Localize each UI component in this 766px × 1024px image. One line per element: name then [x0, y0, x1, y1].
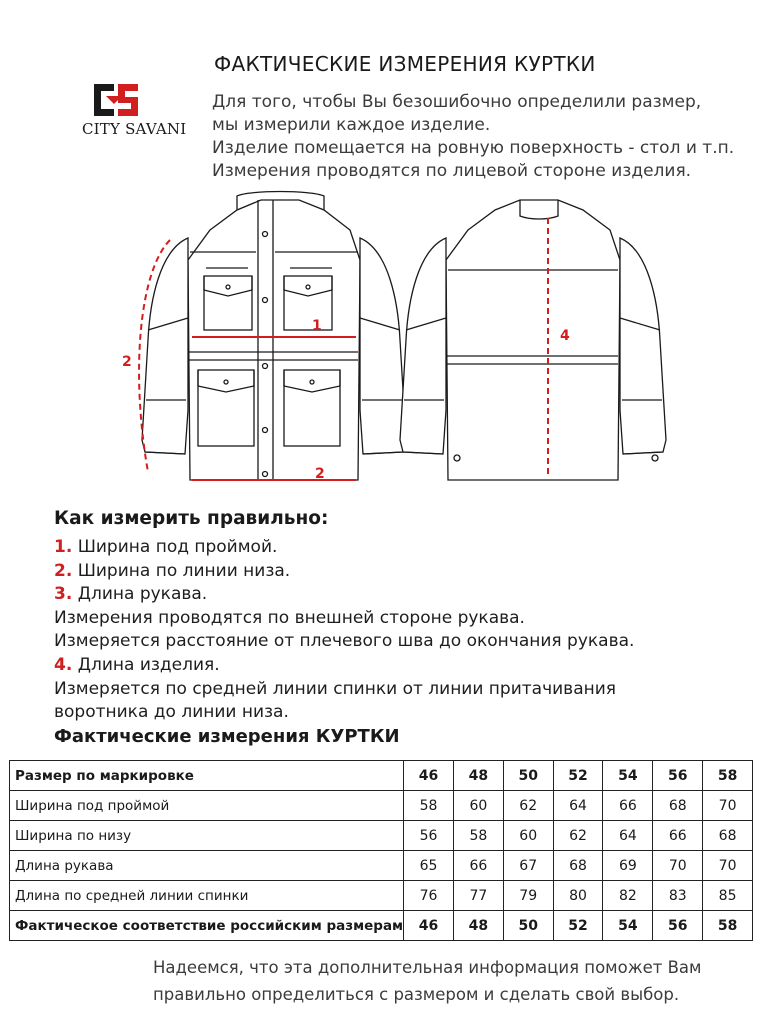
table-cell: 46: [404, 761, 454, 791]
brand-logo: [82, 82, 188, 138]
howto-text: воротника до линии низа.: [54, 702, 289, 723]
intro-line: мы измерили каждое изделие.: [212, 115, 491, 135]
table-row: [10, 851, 753, 881]
jacket-diagram: [100, 190, 700, 500]
intro-line: Изделие помещается на ровную поверхность - стол и т.п.: [212, 138, 735, 158]
table-cell: 68: [703, 821, 753, 851]
table-cell: 62: [553, 821, 603, 851]
table-cell: 58: [703, 911, 753, 941]
row-label: Размер по маркировке: [10, 761, 404, 791]
table-cell: 60: [503, 821, 553, 851]
howto-text: Длина рукава.: [72, 584, 208, 605]
table-row: [10, 791, 753, 821]
table-cell: 64: [553, 791, 603, 821]
howto-text: Измеряется по средней линии спинки от линии притачивания: [54, 678, 616, 699]
table-cell: 68: [553, 851, 603, 881]
table-cell: 85: [703, 881, 753, 911]
page-title: ФАКТИЧЕСКИЕ ИЗМЕРЕНИЯ КУРТКИ: [214, 52, 596, 76]
table-cell: 52: [553, 761, 603, 791]
footer-line: Надеемся, что эта дополнительная информация поможет Вам: [153, 958, 702, 977]
howto-list: [54, 536, 634, 725]
table-cell: 54: [603, 911, 653, 941]
row-label: Фактическое соответствие российским размерам: [10, 911, 404, 941]
table-cell: 56: [653, 911, 703, 941]
table-cell: 65: [404, 851, 454, 881]
table-cell: 76: [404, 881, 454, 911]
howto-text: Длина изделия.: [72, 654, 220, 675]
table-cell: 64: [603, 821, 653, 851]
table-cell: 60: [453, 791, 503, 821]
howto-item: [54, 560, 634, 584]
howto-num: 4.: [54, 654, 73, 675]
table-cell: 66: [603, 791, 653, 821]
table-cell: 70: [703, 851, 753, 881]
howto-heading: Как измерить правильно:: [54, 508, 329, 529]
table-cell: 80: [553, 881, 603, 911]
table-cell: 66: [453, 851, 503, 881]
table-cell: 82: [603, 881, 653, 911]
table-cell: 58: [453, 821, 503, 851]
table-cell: 70: [653, 851, 703, 881]
table-cell: 50: [503, 911, 553, 941]
table-row: [10, 821, 753, 851]
table-row: [10, 881, 753, 911]
marker-4: 4: [560, 328, 570, 344]
howto-item: [54, 583, 634, 607]
table-cell: 67: [503, 851, 553, 881]
table-cell: 48: [453, 911, 503, 941]
howto-item: [54, 701, 634, 725]
howto-item: [54, 678, 634, 702]
table-cell: 66: [653, 821, 703, 851]
table-cell: 79: [503, 881, 553, 911]
howto-text: Ширина по линии низа.: [72, 560, 291, 581]
table-cell: 48: [453, 761, 503, 791]
marker-2-hem: 2: [315, 466, 325, 482]
intro-line: Для того, чтобы Вы безошибочно определили размер,: [212, 92, 702, 112]
howto-text: Измеряется расстояние от плечевого шва до окончания рукава.: [54, 631, 635, 652]
howto-text: Ширина под проймой.: [72, 537, 278, 557]
table-cell: 77: [453, 881, 503, 911]
jacket-back-drawing: [400, 200, 666, 480]
row-label: Ширина по низу: [10, 821, 404, 851]
table-cell: 54: [603, 761, 653, 791]
howto-item: [54, 630, 634, 654]
table-row: [10, 761, 753, 791]
table-cell: 50: [503, 761, 553, 791]
cs-logo-mark: [88, 82, 144, 118]
row-label: Длина рукава: [10, 851, 404, 881]
howto-item: [54, 607, 634, 631]
brand-name: CITY SAVANI: [82, 120, 187, 138]
marker-1: 1: [312, 318, 322, 334]
table-cell: 68: [653, 791, 703, 821]
howto-item: [54, 536, 634, 560]
table-cell: 83: [653, 881, 703, 911]
howto-num: 3.: [54, 584, 73, 605]
table-cell: 70: [703, 791, 753, 821]
table-cell: 62: [503, 791, 553, 821]
row-label: Ширина под проймой: [10, 791, 404, 821]
table-cell: 52: [553, 911, 603, 941]
intro-line: Измерения проводятся по лицевой стороне изделия.: [212, 161, 692, 181]
footer-line: правильно определиться с размером и сделать свой выбор.: [153, 985, 680, 1004]
measurements-table: [9, 760, 753, 941]
howto-num: 2.: [54, 560, 73, 581]
table-row: [10, 911, 753, 941]
howto-num: 1.: [54, 537, 73, 557]
jacket-front-drawing: [142, 192, 406, 481]
footer-text: [153, 954, 701, 1008]
table-cell: 46: [404, 911, 454, 941]
intro-text: [212, 91, 734, 183]
howto-text: Измерения проводятся по внешней стороне рукава.: [54, 607, 525, 628]
table-cell: 58: [703, 761, 753, 791]
row-label: Длина по средней линии спинки: [10, 881, 404, 911]
table-cell: 58: [404, 791, 454, 821]
table-heading: Фактические измерения КУРТКИ: [54, 726, 400, 747]
marker-2-sleeve: 2: [122, 354, 132, 370]
table-cell: 56: [653, 761, 703, 791]
howto-item: [54, 654, 634, 678]
table-cell: 56: [404, 821, 454, 851]
table-cell: 69: [603, 851, 653, 881]
